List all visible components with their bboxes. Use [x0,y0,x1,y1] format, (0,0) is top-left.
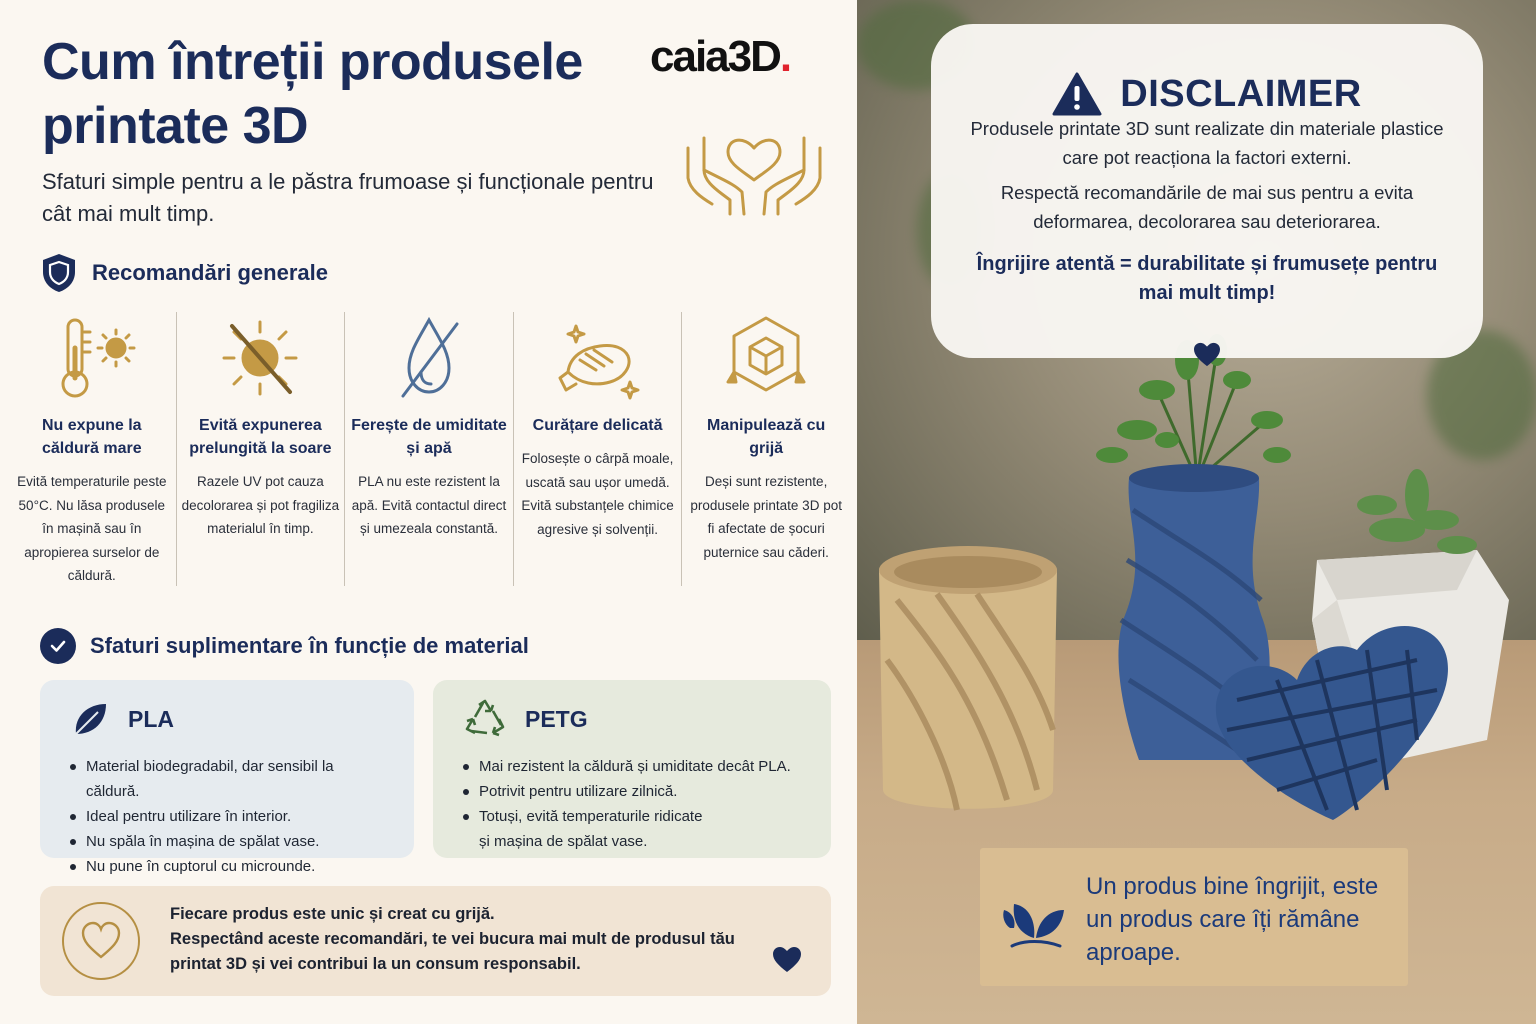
petg-tip: Totuși, evită temperaturile ridicate [463,804,801,829]
brand-logo [650,32,790,82]
kraft-card [980,848,1408,986]
sun-crossed-icon [212,312,308,404]
disclaimer-text-2: Respectă recomandările de mai sus pentru a evita deformarea, decolorarea sau deteriorarea. [1000,182,1414,232]
water-drop-crossed-icon [381,312,477,404]
leaves-icon [1000,888,1070,952]
pla-tip: Nu spăla în mașina de spălat vase. [70,829,384,854]
shield-icon [40,252,78,294]
pla-card [40,680,414,875]
rec-title: Ferește de umiditate și apă [351,417,507,457]
hand-cleaning-icon [550,312,646,404]
rec-cleaning [513,312,682,586]
page-title: Cum întreții produsele printate 3D [42,33,583,155]
thermometer-sun-icon [44,312,140,404]
rec-water [344,312,513,586]
rec-text: Deși sunt rezistente, produsele printate 3D pot fi afectate de șocuri puternice sau căderi. [690,474,842,560]
rec-heat [8,312,176,586]
rec-sun [176,312,345,586]
cube-handle-icon [718,312,814,404]
warning-icon [1052,72,1102,116]
material-heading-label: Sfaturi suplimentare în funcție de material [90,633,529,658]
disclaimer-box [931,24,1483,358]
general-recommendations-heading [40,252,328,294]
rec-title: Evită expunerea prelungită la soare [189,417,332,457]
pla-tip: Material biodegradabil, dar sensibil la căldură. [70,754,384,804]
note-line-2: Respectând aceste recomandări, te vei bucura mai mult de produsul tău printat 3D și vei contribui la un consum responsabil. [170,930,735,973]
pla-tip: Nu pune în cuptorul cu microunde. [70,854,384,879]
check-icon [40,628,76,664]
disclaimer-title: DISCLAIMER [1120,72,1362,115]
rec-text: Evită temperaturile peste 50°C. Nu lăsa produsele în mașină sau în apropierea surselor de căldură. [17,474,167,583]
rec-handling [681,312,850,586]
page-subtitle: Sfaturi simple pentru a le păstra frumoase și funcționale pentru cât mai mult timp. [42,169,654,226]
heart-ring-icon [62,902,140,980]
rec-text: PLA nu este rezistent la apă. Evită contactul direct și umezeala constantă. [351,474,507,536]
rec-title: Curățare delicată [532,417,663,434]
petg-tip: și mașina de spălat vase. [479,833,648,850]
general-heading-label: Recomandări generale [92,260,328,285]
closing-note [40,886,831,996]
logo-dot: . [779,32,791,81]
leaf-icon [70,700,110,738]
disclaimer-text-1: Produsele printate 3D sunt realizate din materiale plastice care pot reacționa la factori externi. [970,118,1444,168]
rec-title: Manipulează cu grijă [707,417,826,457]
petg-name: PETG [525,705,588,732]
pla-name: PLA [128,705,174,732]
note-line-1: Fiecare produs este unic și creat cu grijă. [170,905,495,923]
general-recommendations-list [8,312,850,586]
logo-text: caia3D [650,32,780,81]
petg-tip: Mai rezistent la căldură și umiditate decât PLA. [463,754,801,779]
rec-text: Razele UV pot cauza decolorarea și pot fragiliza materialul în timp. [181,474,340,536]
heart-icon [772,946,802,974]
rec-title: Nu expune la căldură mare [41,417,142,457]
rec-text: Folosește o cârpă moale, uscată sau ușor umedă. Evită substanțele chimice agresive și solvenții. [521,451,674,537]
disclaimer-tagline: Îngrijire atentă = durabilitate și frumusețe pentru mai mult timp! [976,253,1438,304]
pla-tip: Ideal pentru utilizare în interior. [70,804,384,829]
petg-card [433,680,831,858]
recycle-icon [463,699,507,739]
petg-tip: Potrivit pentru utilizare zilnică. [463,779,801,804]
disclaimer-header [931,72,1483,116]
material-tips-heading [40,628,529,664]
card-text: Un produs bine îngrijit, este un produs care îți rămâne aproape. [1086,873,1379,966]
hands-heart-icon [684,108,824,218]
heart-icon [1193,342,1221,368]
